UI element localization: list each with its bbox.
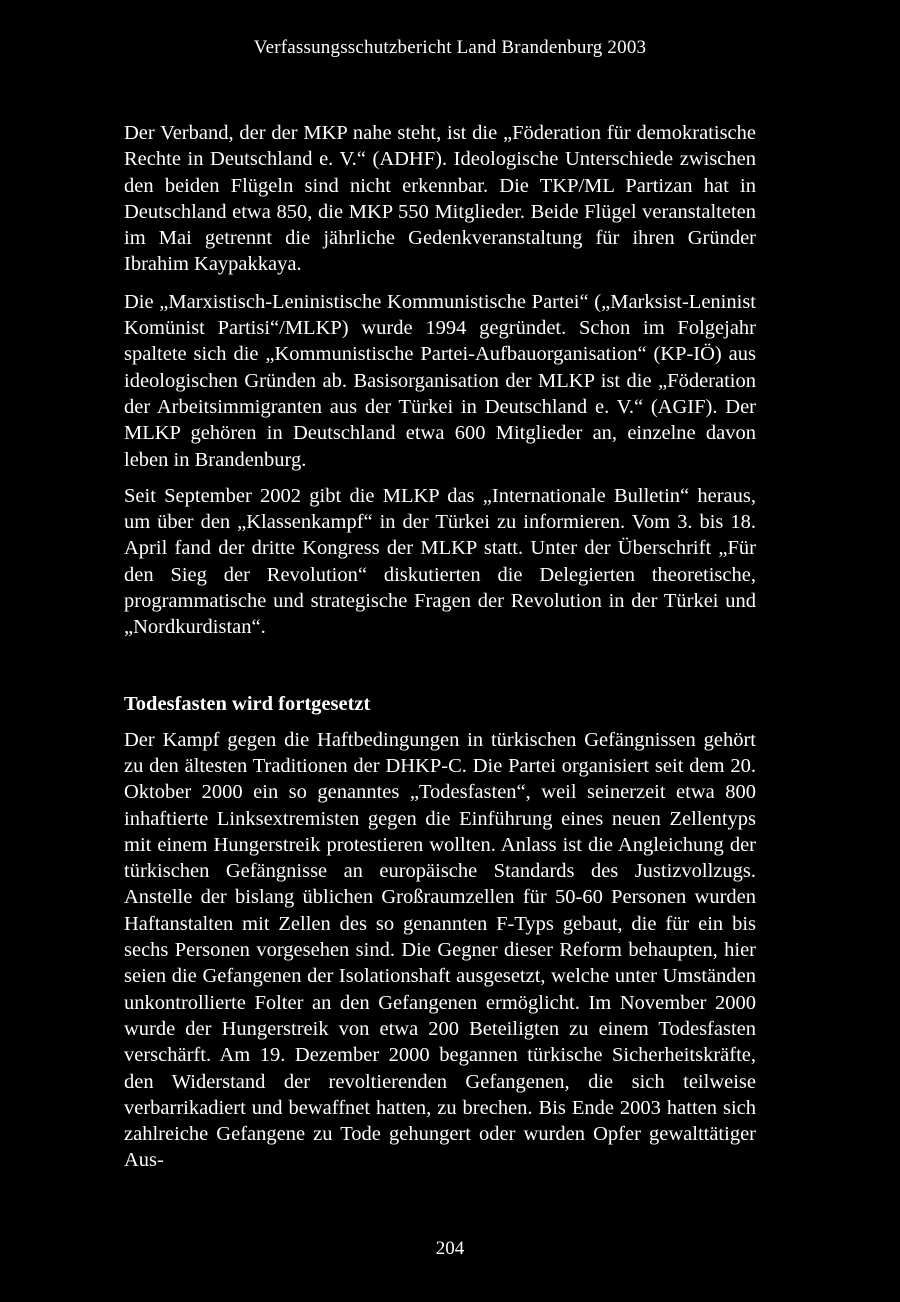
section-heading: Todesfasten wird fortgesetzt [124,692,371,715]
paragraph-mlkp-bulletin: Seit September 2002 gibt die MLKP das „Internationale Bulletin“ heraus, um über den „Klassenkampf“ in der Türkei zu informieren. Vom 3. bis 18. April fand der dritte Kongress der MLKP statt. Unter der Überschrift „Für den Sieg der Revolution“ diskutierten die Delegierten theoretische, programmatische und strategische Fragen der Revolution in der Türkei und „Nordkurdistan“. [124,484,756,639]
paragraph-mlkp-gruendung: Die „Marxistisch-Leninistische Kommunistische Partei“ („Marksist-Leninist Komünist Partisi“/MLKP) wurde 1994 gegründet. Schon im Folgejahr spaltete sich die „Kommunistische Partei-Aufbauorganisation“ (KP-IÖ) aus ideologischen Gründen ab. Basisorganisation der MLKP ist die „Föderation der Arbeitsimmigranten aus der Türkei in Deutschland e. V.“ (AGIF). Der MLKP gehören in Deutschland etwa 600 Mitglieder an, einzelne davon leben in Brandenburg. [124,290,756,471]
page-number: 204 [435,1238,465,1259]
paragraph-todesfasten: Der Kampf gegen die Haftbedingungen in türkischen Gefängnissen gehört zu den ältesten Traditionen der DHKP-C. Die Partei organisiert seit dem 20. Oktober 2000 ein so genanntes „Todesfasten“, weil seinerzeit etwa 800 inhaftierte Linksextremisten gegen die Einführung eines neuen Zellentyps mit einem Hungerstreik protestieren wollten. Anlass ist die Angleichung der türkischen Gefängnisse an europäische Standards des Justizvollzugs. Anstelle der bislang üblichen Großraumzellen für 50-60 Personen wurden Haftanstalten mit Zellen des so genannten F-Typs gebaut, die für ein bis sechs Personen vorgesehen sind. Die Gegner dieser Reform behaupten, hier seien die Gefangenen der Isolationshaft ausgesetzt, welche unter Umständen unkontrollierte Folter an den Gefangenen ermöglicht. Im November 2000 wurde der Hungerstreik von etwa 200 Beteiligten zu einem Todesfasten verschärft. Am 19. Dezember 2000 begannen türkische Sicherheitskräfte, den Widerstand der revoltierenden Gefangenen, die sich teilweise verbarrikadiert und bewaffnet hatten, zu brechen. Bis Ende 2003 hatten sich zahlreiche Gefangene zu Tode gehungert oder wurden Opfer gewalttätiger Aus- [124,728,756,1172]
paragraph-adhf-verband: Der Verband, der der MKP nahe steht, ist die „Föderation für demokratische Rechte in Deutschland e. V.“ (ADHF). Ideologische Unterschiede zwischen den beiden Flügeln sind nicht erkennbar. Die TKP/ML Partizan hat in Deutschland etwa 850, die MKP 550 Mitglieder. Beide Flügel veranstalteten im Mai getrennt die jährliche Gedenkveranstaltung für ihren Gründer Ibrahim Kaypakkaya. [124,122,756,276]
running-header: Verfassungsschutzbericht Land Brandenburg 2003 [253,37,647,58]
document-body [124,120,756,1174]
